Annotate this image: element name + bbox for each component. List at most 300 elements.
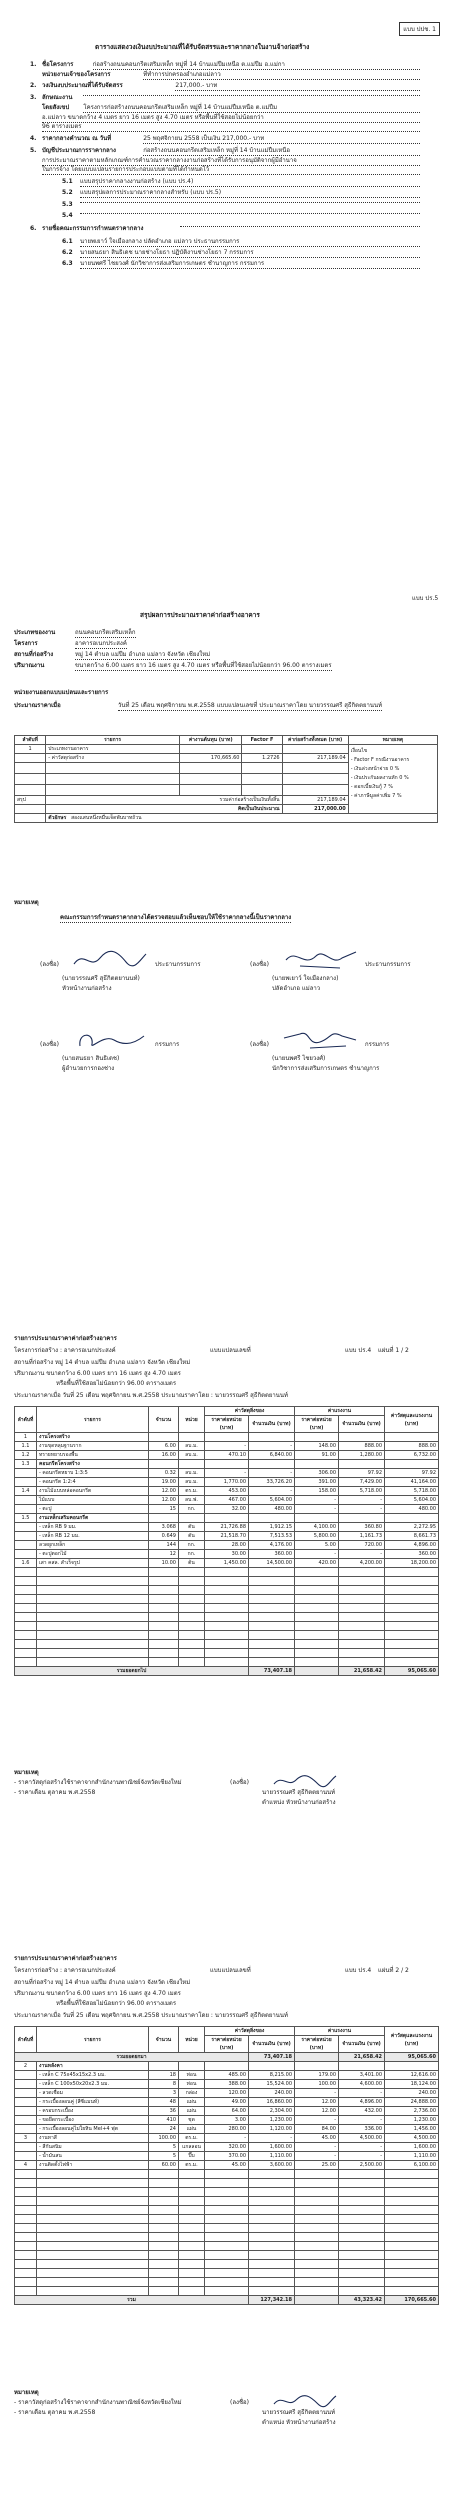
cell: - — [339, 1505, 385, 1514]
col-header: รายการ — [46, 736, 180, 745]
cell — [205, 1433, 249, 1442]
col-header: ค่างานต้นทุน (บาท) — [180, 736, 242, 745]
item-text — [180, 226, 420, 227]
cell: แผ่น — [179, 2107, 205, 2116]
total-labour: 21,658.42 — [339, 1667, 385, 1676]
cell: 15,524.00 — [249, 2080, 295, 2089]
cell: - เหล็ก RB 12 มม. — [37, 1532, 149, 1541]
table-row — [15, 1559, 439, 1568]
cell: ตร.ม. — [179, 1487, 205, 1496]
cell: 1,230.00 — [385, 2116, 439, 2125]
table-row — [15, 2062, 439, 2071]
cell: สรุป — [15, 796, 46, 805]
cell: 420.00 — [295, 1559, 339, 1568]
col-header: จำนวน — [149, 2027, 179, 2053]
cell: 170,665.60 — [180, 754, 242, 763]
cell — [339, 2062, 385, 2071]
text-amount-value: สองแสนหนึ่งหมื่นเจ็ดพันบาทถ้วน — [71, 815, 142, 821]
signer-name: (นายวรรณศรี สุธีกิตตยานนท์) — [62, 975, 140, 982]
signer-position: ตำแหน่ง หัวหน้างานก่อสร้าง — [262, 2419, 336, 2426]
signer-role: กรรมการ — [155, 1041, 180, 1048]
cell: 12,616.00 — [385, 2071, 439, 2080]
item-text: 25 พฤศจิกายน 2558 เป็นเงิน 217,000.- บาท — [143, 136, 420, 144]
cell: 6,840.00 — [249, 1451, 295, 1460]
item-number: 6. — [30, 225, 37, 232]
col-header: ค่าวัสดุและแรงงาน (บาท) — [385, 2027, 439, 2053]
cell — [15, 2089, 37, 2098]
item-text: การประมาณราคาตามหลักเกณฑ์การคำนวณราคากลางงานก่อสร้างที่ได้รับการอนุมัติจากผู้มีอำนาจ — [42, 158, 420, 166]
cell — [149, 1460, 179, 1469]
cell: 5 — [149, 2152, 179, 2161]
cell: 1.4 — [15, 1487, 37, 1496]
cell: ท่อน — [179, 2071, 205, 2080]
cell — [385, 1460, 439, 1469]
cell: กก. — [179, 1550, 205, 1559]
quantity: ปริมาณงาน ขนาดกว้าง 6.00 เมตร ยาว 16 เมตร สูง 4.70 เมตร — [14, 1990, 181, 1997]
cell: - เหล็ก C 75x45x15x2.3 มม. — [37, 2071, 149, 2080]
table-row — [15, 1514, 439, 1523]
cell: ประเภทงานอาคาร — [46, 745, 180, 754]
cell: 336.00 — [339, 2125, 385, 2134]
table-row — [15, 1442, 439, 1451]
page-number: แผ่นที่ 2 / 2 — [378, 1967, 409, 1974]
cell: คอนกรีตโครงสร้าง — [37, 1460, 149, 1469]
cell: งานเหล็กเสริมคอนกรีต — [37, 1514, 149, 1523]
item-number: 2. — [30, 82, 37, 89]
cell: 12.00 — [295, 2107, 339, 2116]
cell: แผ่น — [179, 2125, 205, 2134]
table-row — [15, 745, 438, 754]
item-label: โดยสังเขป — [42, 104, 70, 111]
cell: 16,860.00 — [249, 2098, 295, 2107]
cell: 25.00 — [295, 2161, 339, 2170]
cell: 1,912.15 — [249, 1523, 295, 1532]
cell: 21,726.88 — [205, 1523, 249, 1532]
total-material: 127,342.18 — [249, 2296, 295, 2305]
cell: 5,718.00 — [339, 1487, 385, 1496]
cell: - — [249, 1487, 295, 1496]
handwritten-signature — [280, 1026, 360, 1052]
cell: - ลวดเชื่อม — [37, 2089, 149, 2098]
note-line: - เงินล่วงหน้าจ่าย 0 % — [350, 766, 400, 772]
page-title: สรุปผลการประมาณราคาค่าก่อสร้างอาคาร — [140, 611, 260, 619]
cell: แกลลอน — [179, 2143, 205, 2152]
cell: งานทาสี — [37, 2134, 149, 2143]
sign-label: (ลงชื่อ) — [40, 1041, 59, 1048]
cell: - — [295, 2143, 339, 2152]
cell: - — [339, 2116, 385, 2125]
cell: 1.5 — [15, 1514, 37, 1523]
cell: - ตะปูตอกไม้ — [37, 1550, 149, 1559]
handwritten-signature — [70, 946, 150, 972]
cell: 888.00 — [339, 1442, 385, 1451]
cell: 480.00 — [249, 1505, 295, 1514]
sign-label: (ลงชื่อ) — [230, 1779, 249, 1786]
cell — [249, 2062, 295, 2071]
cell: 485.00 — [205, 2071, 249, 2080]
cell: ไม้แบบ — [37, 1496, 149, 1505]
cell — [249, 1433, 295, 1442]
cell: ตัน — [179, 1523, 205, 1532]
page-number: แผ่นที่ 1 / 2 — [378, 1347, 409, 1354]
cell — [385, 1433, 439, 1442]
cell: 21,518.70 — [205, 1532, 249, 1541]
table-row — [15, 2071, 439, 2080]
cell — [149, 1433, 179, 1442]
item-number: 4. — [30, 135, 37, 142]
cell — [205, 2062, 249, 2071]
cell: เสา คสล. สำเร็จรูป — [37, 1559, 149, 1568]
item-text — [80, 202, 420, 203]
cell — [282, 745, 348, 754]
cell: 5,800.00 — [295, 1532, 339, 1541]
certify-text: คณะกรรมการกำหนดราคากลางได้ตรวจสอบแล้วเห็นชอบให้ใช้ราคากลางนี้เป็นราคากลาง — [60, 914, 292, 921]
item-text: อ.แม่ลาว ขนาดกว้าง 4 เมตร ยาว 16 เมตร สูง 4.70 เมตร หรือพื้นที่ใช้สอยไม่น้อยกว่า — [42, 115, 420, 123]
cell: งานหลังคา — [37, 2062, 149, 2071]
col-header: หน่วย — [179, 1407, 205, 1433]
cell: - สีกันสนิม — [37, 2143, 149, 2152]
cell: 240.00 — [385, 2089, 439, 2098]
project-name: โครงการก่อสร้าง : อาคารอเนกประสงค์ — [14, 1347, 116, 1354]
item-label: 6.1 — [62, 238, 73, 245]
cell: 60.00 — [149, 2161, 179, 2170]
cell — [295, 1433, 339, 1442]
carried-labour: 21,658.42 — [339, 2053, 385, 2062]
cell — [180, 745, 242, 754]
cell: 5 — [149, 2143, 179, 2152]
cell: 2 — [15, 2062, 37, 2071]
item-text: โครงการก่อสร้างถนนคอนกรีตเสริมเหล็ก หมู่ที่ 14 บ้านแม่ปืมเหนือ ต.แม่ปืม — [83, 105, 420, 113]
cell: งานขุดหลุมฐานราก — [37, 1442, 149, 1451]
cell: 1 — [15, 1433, 37, 1442]
cell: ตัน — [179, 1532, 205, 1541]
cell: 97.92 — [339, 1469, 385, 1478]
cell: 1,110.00 — [385, 2152, 439, 2161]
cell: 3,401.00 — [339, 2071, 385, 2080]
item-label: 6.3 — [62, 260, 73, 267]
group-header: ค่าแรงงาน — [295, 1407, 385, 1416]
table-row — [15, 1523, 439, 1532]
cell: - — [295, 2089, 339, 2098]
cell: - — [295, 1505, 339, 1514]
table-row — [15, 1433, 439, 1442]
plan-number: แบบแปลนเลขที่ — [210, 1347, 251, 1354]
cell: 8 — [149, 2080, 179, 2089]
cell: 12 — [149, 1550, 179, 1559]
cell: 6.00 — [149, 1442, 179, 1451]
page-title: รายการประมาณราคาค่าก่อสร้างอาคาร — [14, 1335, 117, 1342]
group-header: ค่าวัสดุสิ่งของ — [205, 2027, 295, 2036]
cell: - ขอยึดกระเบื้อง — [37, 2116, 149, 2125]
cell: 18,124.00 — [385, 2080, 439, 2089]
cell — [205, 1460, 249, 1469]
cell: 453.00 — [205, 1487, 249, 1496]
col-header: หน่วย — [179, 2027, 205, 2053]
total-labour: 43,323.42 — [339, 2296, 385, 2305]
cell: - กระเบื้องลอนคู่ (สีซีแมนท์) — [37, 2098, 149, 2107]
cell: ลบ.ม. — [179, 1451, 205, 1460]
col-header: ลำดับที่ — [15, 2027, 37, 2053]
cell: - ค่าวัสดุก่อสร้าง — [46, 754, 180, 763]
total-overall: 95,065.60 — [385, 1667, 439, 1676]
page-title: รายการประมาณราคาค่าก่อสร้างอาคาร — [14, 1955, 117, 1962]
estimate-date: ประมาณราคาเมื่อ วันที่ 25 เดือน พฤศจิกายน พ.ศ.2558 ประมาณราคาโดย : นายวรรณศรี สุธีกิตตยานนท์ — [14, 1392, 288, 1399]
table-row — [15, 2080, 439, 2089]
cell: 888.00 — [385, 1442, 439, 1451]
form-code: แบบ ปร.4 — [345, 1967, 372, 1974]
cell: ปี๊บ — [179, 2152, 205, 2161]
handwritten-signature — [280, 946, 360, 972]
cell — [295, 1514, 339, 1523]
signer-name: นายวรรณศรี สุธีกิตตยานนท์ — [262, 1789, 336, 1796]
cell — [295, 2062, 339, 2071]
cell: 1.2 — [15, 1451, 37, 1460]
note-line: - ค่าภาษีมูลค่าเพิ่ม 7 % — [350, 793, 402, 799]
cell: 16.00 — [149, 1451, 179, 1460]
item-label: 5.2 — [62, 189, 73, 196]
cell — [15, 1523, 37, 1532]
table-row — [15, 2125, 439, 2134]
group-header: ค่าแรงงาน — [295, 2027, 385, 2036]
cell: 6,100.00 — [385, 2161, 439, 2170]
cell: 30.00 — [205, 1550, 249, 1559]
header-label: โครงการ — [14, 640, 38, 647]
table-row — [15, 1541, 439, 1550]
cell — [15, 1550, 37, 1559]
total-material: 73,407.18 — [249, 1667, 295, 1676]
cell: กก. — [179, 1505, 205, 1514]
cell: 10.00 — [149, 1559, 179, 1568]
cell: 7,429.00 — [339, 1478, 385, 1487]
table-row — [15, 2107, 439, 2116]
cell: 1,600.00 — [249, 2143, 295, 2152]
cell: 4,500.00 — [385, 2134, 439, 2143]
cell — [15, 2143, 37, 2152]
cell — [249, 1514, 295, 1523]
cell: 2,736.00 — [385, 2107, 439, 2116]
cell: 12.00 — [149, 1487, 179, 1496]
item-number: 5. — [30, 147, 37, 154]
cell: 3,600.00 — [249, 2161, 295, 2170]
group-header: ค่าวัสดุสิ่งของ — [205, 1407, 295, 1416]
summary-value: 217,189.04 — [282, 796, 348, 805]
table-row — [15, 2152, 439, 2161]
form-code: แบบ ปปช. 1 — [399, 22, 440, 36]
table-row — [15, 1532, 439, 1541]
page-title: ตารางแสดงวงเงินงบประมาณที่ได้รับจัดสรรและราคากลางในงานจ้างก่อสร้าง — [95, 43, 310, 51]
cell: 1.2726 — [242, 754, 282, 763]
table-row — [15, 1496, 439, 1505]
cell: 1,450.00 — [205, 1559, 249, 1568]
table-row — [15, 2143, 439, 2152]
cell: 1,161.73 — [339, 1532, 385, 1541]
cell: 12.00 — [295, 2098, 339, 2107]
cell — [295, 1460, 339, 1469]
header-value: หมู่ 14 ตำบล แม่ปืม อำเภอ แม่ลาว จังหวัด เชียงใหม่ — [75, 651, 211, 658]
signer-role: ประธานกรรมการ — [365, 961, 411, 968]
header-label: ประมาณราคาเมื่อ — [14, 702, 61, 709]
estimate-date: ประมาณราคาเมื่อ วันที่ 25 เดือน พฤศจิกายน พ.ศ.2558 ประมาณราคาโดย : นายวรรณศรี สุธีกิตตยานนท์ — [14, 2012, 288, 2019]
total-overall: 170,665.60 — [385, 2296, 439, 2305]
sign-label: (ลงชื่อ) — [40, 961, 59, 968]
text-amount-row — [15, 814, 438, 823]
cell — [15, 1505, 37, 1514]
remark-line: - ราคาวัสดุก่อสร้างใช้ราคาจากสำนักงานพาณิชย์จังหวัดเชียงใหม่ — [14, 1779, 182, 1786]
item-text: 217,000.- บาท — [175, 83, 420, 91]
cell: 49.00 — [205, 2098, 249, 2107]
cell: 45.00 — [295, 2134, 339, 2143]
cell: 720.00 — [339, 1541, 385, 1550]
cell: 3 — [15, 2134, 37, 2143]
cell: 15 — [149, 1505, 179, 1514]
cell — [15, 2152, 37, 2161]
cell: 5,604.00 — [385, 1496, 439, 1505]
cell: กล่อง — [179, 2089, 205, 2098]
cell: 5.00 — [295, 1541, 339, 1550]
cell: 370.00 — [205, 2152, 249, 2161]
cell — [15, 1478, 37, 1487]
handwritten-signature — [270, 2392, 340, 2410]
cell — [15, 1469, 37, 1478]
item-label: 6.2 — [62, 249, 73, 256]
col-header: จำนวนเงิน (บาท) — [249, 1416, 295, 1433]
cell: 179.00 — [295, 2071, 339, 2080]
cell: 36 — [149, 2107, 179, 2116]
item-label: 5.3 — [62, 201, 73, 208]
header-value: ถนนคอนกรีตเสริมเหล็ก — [75, 629, 136, 636]
sign-label: (ลงชื่อ) — [250, 1041, 269, 1048]
col-header: ราคาต่อหน่วย (บาท) — [205, 2036, 249, 2053]
cell: 14,500.00 — [249, 1559, 295, 1568]
plan-number: แบบแปลนเลขที่ — [210, 1967, 251, 1974]
quantity: ปริมาณงาน ขนาดกว้าง 6.00 เมตร ยาว 16 เมตร สูง 4.70 เมตร — [14, 1370, 181, 1377]
total-label: รวม — [15, 2296, 249, 2305]
cost-summary-table — [14, 735, 438, 823]
cell: ลบ.ม. — [179, 1442, 205, 1451]
cell: - — [249, 1442, 295, 1451]
cell: 4,176.00 — [249, 1541, 295, 1550]
cell — [15, 2080, 37, 2089]
cell: - — [339, 1496, 385, 1505]
item-text: แบบสรุปราคากลางงานก่อสร้าง (แบบ ปร.4) — [80, 179, 420, 187]
signer-role: ประธานกรรมการ — [155, 961, 201, 968]
note-line: เงื่อนไข — [350, 748, 368, 754]
cell: - — [339, 2089, 385, 2098]
cell: 1,110.00 — [249, 2152, 295, 2161]
cell: 100.00 — [295, 2080, 339, 2089]
cell: ลบ.ฟ. — [179, 1496, 205, 1505]
cell — [179, 2062, 205, 2071]
cell: งานไม้แบบหล่อคอนกรีต — [37, 1487, 149, 1496]
cell: 4,896.00 — [385, 1541, 439, 1550]
cell: 144 — [149, 1541, 179, 1550]
signer-position: ตำแหน่ง หัวหน้างานก่อสร้าง — [262, 1799, 336, 1806]
cell: 28.00 — [205, 1541, 249, 1550]
item-label: 5.4 — [62, 212, 73, 219]
cell: 18,200.00 — [385, 1559, 439, 1568]
cell: ตร.ม. — [179, 2161, 205, 2170]
cell: 8,215.00 — [249, 2071, 295, 2080]
text-amount-label: ตัวอักษร — [48, 815, 67, 821]
table-row — [15, 2161, 439, 2170]
cell: 91.00 — [295, 1451, 339, 1460]
cell: - ครอบกระเบื้อง — [37, 2107, 149, 2116]
col-header: ลำดับที่ — [15, 736, 46, 745]
cell — [385, 2062, 439, 2071]
page-4 — [0, 1950, 450, 2511]
cell — [15, 2107, 37, 2116]
cell: - — [339, 1550, 385, 1559]
cell: 158.00 — [295, 1487, 339, 1496]
cell: 45.00 — [205, 2161, 249, 2170]
cell: 480.00 — [385, 1505, 439, 1514]
cell: - เหล็ก RB 9 มม. — [37, 1523, 149, 1532]
header-label: สถานที่ก่อสร้าง — [14, 651, 54, 658]
item-label: วงเงินงบประมาณที่ได้รับจัดสรร — [42, 82, 123, 89]
summary-label: รวมค่าก่อสร้างเป็นเงินทั้งสิ้น — [46, 796, 282, 805]
cell: ลบ.ม. — [179, 1478, 205, 1487]
cell: 4,200.00 — [339, 1559, 385, 1568]
cell — [149, 1514, 179, 1523]
cell — [15, 2116, 37, 2125]
cell: 120.00 — [205, 2089, 249, 2098]
cell: - — [339, 2143, 385, 2152]
cell: 320.00 — [205, 2143, 249, 2152]
page-3 — [0, 1330, 450, 1930]
cell: 360.80 — [339, 1523, 385, 1532]
cell — [15, 754, 46, 763]
cell: 8,661.73 — [385, 1532, 439, 1541]
col-header: จำนวนเงิน (บาท) — [339, 1416, 385, 1433]
cell: 48 — [149, 2098, 179, 2107]
cell — [149, 2062, 179, 2071]
summary-value: 217,000.00 — [282, 805, 348, 814]
cell — [15, 1496, 37, 1505]
item-text: 96 ตารางเมตร — [42, 124, 420, 132]
cell: - — [295, 2152, 339, 2161]
cell — [242, 745, 282, 754]
cell: 217,189.04 — [282, 754, 348, 763]
total-row — [15, 1667, 439, 1676]
handwritten-signature — [70, 1026, 150, 1052]
cell: - — [205, 1469, 249, 1478]
cell: 2,272.95 — [385, 1523, 439, 1532]
cell: - กระเบื้องลอนคู่ไม่ใยหิน Mel+4 ฟุต — [37, 2125, 149, 2134]
item-label: 5.1 — [62, 178, 73, 185]
cell — [339, 1514, 385, 1523]
remark-label: หมายเหตุ — [14, 899, 39, 906]
cell — [295, 1667, 339, 1676]
cell: 2,304.00 — [249, 2107, 295, 2116]
project-name: โครงการก่อสร้าง : อาคารอเนกประสงค์ — [14, 1967, 116, 1974]
col-header: ราคาต่อหน่วย (บาท) — [295, 2036, 339, 2053]
col-header: รายการ — [37, 1407, 149, 1433]
cell: 24 — [149, 2125, 179, 2134]
item-number: 1. — [30, 61, 37, 68]
cell: - ตะปู — [37, 1505, 149, 1514]
cell: 5,718.00 — [385, 1487, 439, 1496]
item-text: ก่อสร้างถนนคอนกรีตเสริมเหล็ก หมู่ที่ 14 บ้านแม่ปืมเหนือ ต.แม่ปืม อ.แม่กา — [93, 62, 420, 70]
carried-label: รวมยอดยกมา — [15, 2053, 249, 2062]
item-text — [83, 95, 420, 96]
cell — [15, 2071, 37, 2080]
item-text: ที่ทำการปกครองอำเภอแม่ลาว — [143, 72, 420, 80]
col-header: จำนวนเงิน (บาท) — [249, 2036, 295, 2053]
remark-label: หมายเหตุ — [14, 2389, 39, 2396]
cell: ลบ.ม. — [179, 1469, 205, 1478]
item-text — [80, 213, 420, 214]
cell — [385, 1514, 439, 1523]
